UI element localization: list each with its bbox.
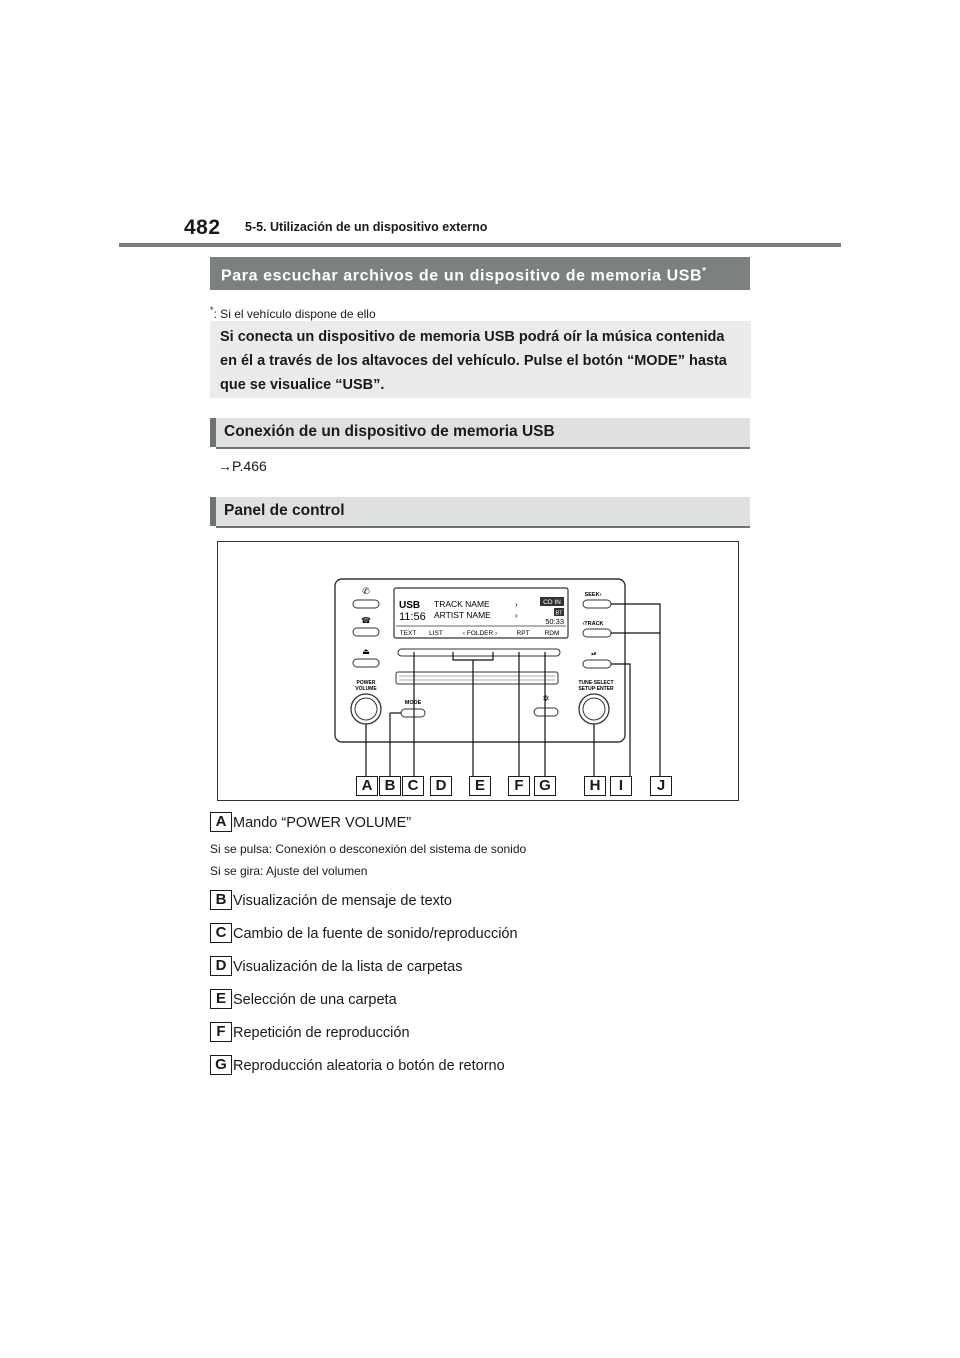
eject-icon: ⏏ bbox=[362, 647, 370, 656]
callout-i: I bbox=[610, 776, 632, 796]
item-note: Si se gira: Ajuste del volumen bbox=[210, 864, 368, 878]
mode-label: MODE bbox=[404, 700, 422, 706]
page-number: 482 bbox=[184, 216, 221, 239]
setup-button bbox=[534, 708, 558, 716]
hangup-icon: ☎ bbox=[361, 616, 371, 625]
item-text: Visualización de la lista de carpetas bbox=[233, 959, 463, 975]
item-letter: D bbox=[210, 956, 232, 976]
display-time: 50:33 bbox=[545, 617, 564, 626]
footnote-text: : Si el vehículo dispone de ello bbox=[213, 307, 376, 321]
seek-button bbox=[583, 600, 611, 608]
callout-e: E bbox=[469, 776, 491, 796]
callout-g: G bbox=[534, 776, 556, 796]
item-note: Si se pulsa: Conexión o desconexión del sistema de sonido bbox=[210, 842, 527, 856]
callout-h: H bbox=[584, 776, 606, 796]
tune-select-label: SETUP·ENTER bbox=[578, 686, 614, 692]
tune-select-label: TUNE·SELECT bbox=[578, 680, 614, 686]
header-divider bbox=[119, 243, 841, 247]
display-arrow-icon: › bbox=[515, 600, 518, 609]
softkey-folder: ‹ FOLDER › bbox=[462, 630, 498, 637]
subsection-title: Panel de control bbox=[224, 502, 345, 519]
section-reference: 5-5. Utilización de un dispositivo externo bbox=[245, 220, 488, 234]
footnote-marker: * bbox=[702, 266, 707, 277]
item-letter: F bbox=[210, 1022, 232, 1042]
item-text: Mando “POWER VOLUME” bbox=[233, 815, 412, 831]
item-text: Cambio de la fuente de sonido/reproducción bbox=[233, 926, 518, 942]
power-volume-label: POWER bbox=[356, 680, 376, 686]
page-link[interactable]: P.466 bbox=[232, 458, 267, 474]
control-panel-diagram bbox=[218, 542, 738, 800]
setup-icon: ✲ bbox=[542, 694, 550, 703]
item-letter: B bbox=[210, 890, 232, 910]
item-letter: E bbox=[210, 989, 232, 1009]
intro-line: Si conecta un dispositivo de memoria USB podrá oír la música contenida bbox=[220, 329, 725, 345]
phone-icon: ✆ bbox=[362, 586, 370, 596]
display-arrow-icon: › bbox=[515, 611, 518, 620]
footnote bbox=[210, 305, 376, 321]
item-letter: A bbox=[210, 812, 232, 832]
item-text: Repetición de reproducción bbox=[233, 1025, 410, 1041]
section-title-bar bbox=[210, 257, 750, 290]
softkey-list: LIST bbox=[429, 630, 443, 637]
item-text: Reproducción aleatoria o botón de retorno bbox=[233, 1058, 505, 1074]
callout-b: B bbox=[379, 776, 401, 796]
play-pause-button bbox=[583, 660, 611, 668]
display-artist: ARTIST NAME bbox=[434, 610, 491, 620]
section-title: Para escuchar archivos de un dispositivo de memoria USB bbox=[221, 267, 703, 285]
intro-box bbox=[210, 321, 751, 398]
phone-button bbox=[353, 600, 379, 608]
intro-line: en él a través de los altavoces del vehículo. Pulse el botón “MODE” hasta bbox=[220, 353, 727, 369]
item-letter: G bbox=[210, 1055, 232, 1075]
display-clock: 11:56 bbox=[399, 611, 426, 623]
power-volume-label: VOLUME bbox=[355, 686, 377, 692]
callout-j: J bbox=[650, 776, 672, 796]
callout-a: A bbox=[356, 776, 378, 796]
softkey-bar bbox=[398, 649, 560, 656]
control-panel-figure bbox=[217, 541, 739, 801]
play-pause-icon: ⏯ bbox=[591, 651, 597, 658]
cd-slot bbox=[396, 672, 558, 684]
item-text: Selección de una carpeta bbox=[233, 992, 397, 1008]
subsection-title: Conexión de un dispositivo de memoria USB bbox=[224, 423, 555, 440]
hangup-button bbox=[353, 628, 379, 636]
cross-reference bbox=[218, 458, 267, 474]
subsection-title-bar bbox=[210, 497, 750, 526]
track-button bbox=[583, 629, 611, 637]
intro-line: que se visualice “USB”. bbox=[220, 377, 385, 393]
softkey-labels bbox=[400, 630, 560, 637]
callout-c: C bbox=[402, 776, 424, 796]
callout-d: D bbox=[430, 776, 452, 796]
mode-button bbox=[401, 709, 425, 717]
item-letter: C bbox=[210, 923, 232, 943]
callout-f: F bbox=[508, 776, 530, 796]
cd-in-text: CD IN bbox=[543, 599, 561, 606]
softkey-rdm: RDM bbox=[544, 630, 560, 637]
arrow-icon: → bbox=[218, 458, 232, 474]
item-text: Visualización de mensaje de texto bbox=[233, 893, 452, 909]
softkey-rpt: RPT bbox=[516, 630, 530, 637]
display-source: USB bbox=[399, 600, 421, 611]
bt-text: BT bbox=[555, 610, 563, 617]
subsection-title-bar bbox=[210, 418, 750, 447]
track-label: ‹TRACK bbox=[582, 621, 604, 627]
display-track: TRACK NAME bbox=[434, 599, 490, 609]
eject-button bbox=[353, 659, 379, 667]
seek-label: SEEK› bbox=[584, 592, 602, 598]
softkey-text: TEXT bbox=[399, 630, 417, 637]
footnote-symbol: * bbox=[210, 305, 214, 315]
